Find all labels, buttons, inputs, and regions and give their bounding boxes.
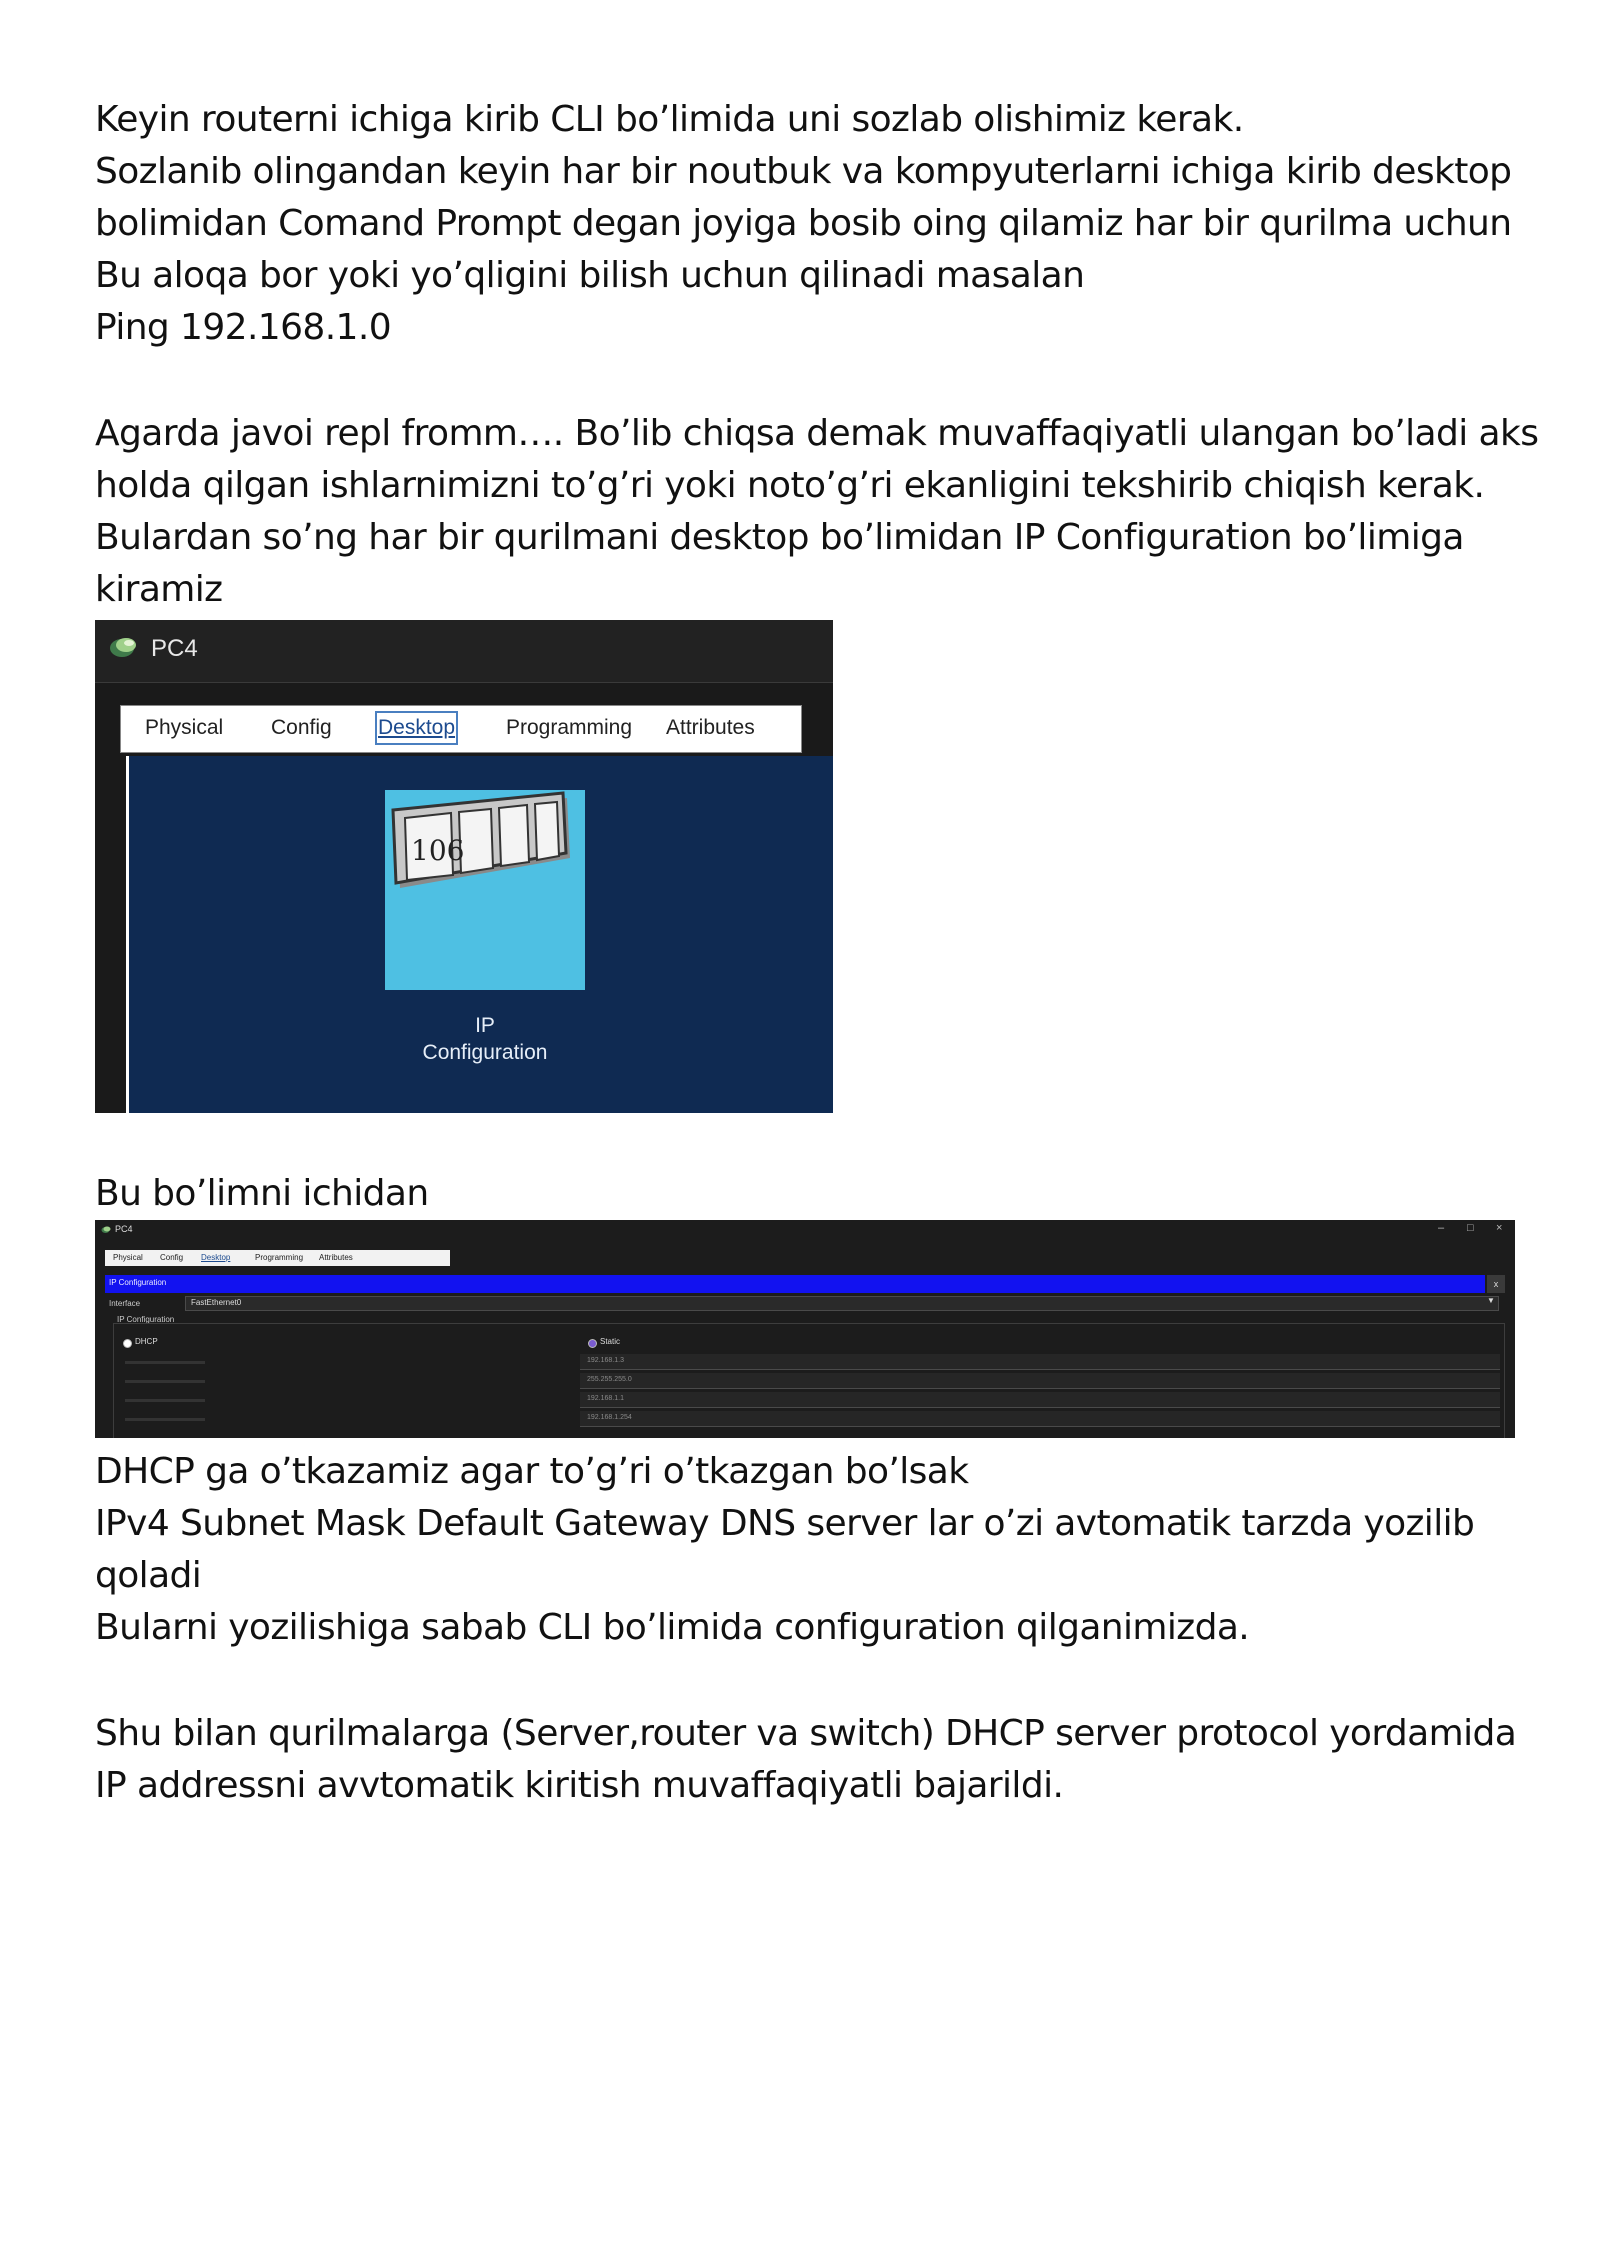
text-line: DHCP ga o’tkazamiz agar to’g’ri o’tkazgan bo’lsak [95,1451,969,1492]
tile-number: 106 [411,834,465,867]
tab-attributes[interactable]: Attributes [666,716,755,739]
group-title: IP Configuration [117,1315,175,1324]
field-value: 255.255.255.0 [587,1376,632,1383]
tab-bar [120,705,802,753]
ip-configuration-icon [385,790,585,990]
maximize-icon[interactable]: □ [1467,1222,1474,1234]
text-line: Sozlanib olingandan keyin har bir noutbuk va kompyuterlarni ichiga kirib desktop [95,151,1512,192]
tab-attributes[interactable]: Attributes [319,1253,353,1262]
field-label-placeholder [125,1418,205,1421]
dhcp-radio[interactable] [123,1339,132,1348]
tab-desktop[interactable]: Desktop [201,1253,231,1262]
static-radio[interactable] [588,1339,597,1348]
ip-configuration-screenshot [95,1220,1515,1438]
text-line: Agarda javoi repl fromm…. Bo’lib chiqsa demak muvaffaqiyatli ulangan bo’ladi aks [95,413,1539,454]
ip-configuration-app-tile[interactable] [385,790,585,990]
text-line: Bu aloqa bor yoki yo’qligini bilish uchun qilinadi masalan [95,255,1085,296]
interface-value: FastEthernet0 [191,1298,242,1307]
interface-label: Interface [109,1299,141,1308]
pc4-desktop-screenshot [95,620,833,1113]
close-section-button[interactable]: x [1487,1275,1505,1293]
app-label-line: Configuration [422,1041,548,1064]
window-title: PC4 [151,635,198,662]
text-line: Keyin routerni ichiga kirib CLI bo’limida uni sozlab olishimiz kerak. [95,99,1244,140]
ip-configuration-label[interactable] [325,1012,645,1066]
text-line: Bularni yozilishiga sabab CLI bo’limida configuration qilganimizda. [95,1607,1250,1648]
window-title: PC4 [115,1224,133,1234]
dhcp-label: DHCP [135,1337,158,1346]
text-line: qoladi [95,1555,202,1596]
intro-paragraph [95,94,1545,354]
tab-programming[interactable]: Programming [255,1253,304,1262]
default-gateway-field[interactable] [580,1392,1500,1408]
dhcp-explanation-paragraph [95,1446,1545,1654]
text-line: holda qilgan ishlarnimizni to’g’ri yoki noto’g’ri ekanligini tekshirib chiqish kerak. [95,465,1485,506]
pc-icon [109,634,139,660]
interface-select[interactable] [185,1296,1499,1311]
text-line: Bulardan so’ng har bir qurilmani desktop bo’limidan IP Configuration bo’limiga [95,517,1464,558]
section-caption [95,1168,1545,1220]
subnet-mask-field[interactable] [580,1373,1500,1389]
app-label-line: IP [475,1014,495,1037]
pc-icon [101,1225,111,1234]
tab-physical[interactable]: Physical [113,1253,143,1262]
dns-server-field[interactable] [580,1411,1500,1427]
field-label-placeholder [125,1361,205,1364]
ping-result-paragraph [95,408,1545,616]
field-value: 192.168.1.254 [587,1414,632,1421]
text-line: bolimidan Comand Prompt degan joyiga bosib oing qilamiz har bir qurilma uchun [95,203,1512,244]
conclusion-paragraph [95,1708,1545,1812]
tab-programming[interactable]: Programming [506,716,633,739]
text-line: kiramiz [95,569,223,610]
tab-physical[interactable]: Physical [145,716,224,739]
ip-configuration-header [105,1275,1485,1293]
close-icon[interactable]: × [1496,1222,1503,1234]
section-title: IP Configuration [109,1278,167,1287]
field-label-placeholder [125,1380,205,1383]
tab-bar [105,1250,450,1266]
ping-command-line: Ping 192.168.1.0 [95,307,391,348]
text-line: Bu bo’limni ichidan [95,1173,429,1214]
field-label-placeholder [125,1399,205,1402]
tab-config[interactable]: Config [160,1253,184,1262]
text-line: IP addressni avvtomatik kiritish muvaffaqiyatli bajarildi. [95,1765,1064,1806]
minimize-icon[interactable]: – [1438,1222,1445,1234]
text-line: Shu bilan qurilmalarga (Server,router va switch) DHCP server protocol yordamida [95,1713,1517,1754]
text-line: IPv4 Subnet Mask Default Gateway DNS server lar o’zi avtomatik tarzda yozilib [95,1503,1475,1544]
field-value: 192.168.1.1 [587,1395,624,1402]
static-label: Static [600,1337,621,1346]
chevron-down-icon: ▼ [1487,1296,1495,1305]
ipv4-address-field[interactable] [580,1354,1500,1370]
field-value: 192.168.1.3 [587,1357,624,1364]
tab-desktop[interactable]: Desktop [378,714,455,742]
tab-config[interactable]: Config [271,716,332,739]
window-titlebar [95,620,833,683]
